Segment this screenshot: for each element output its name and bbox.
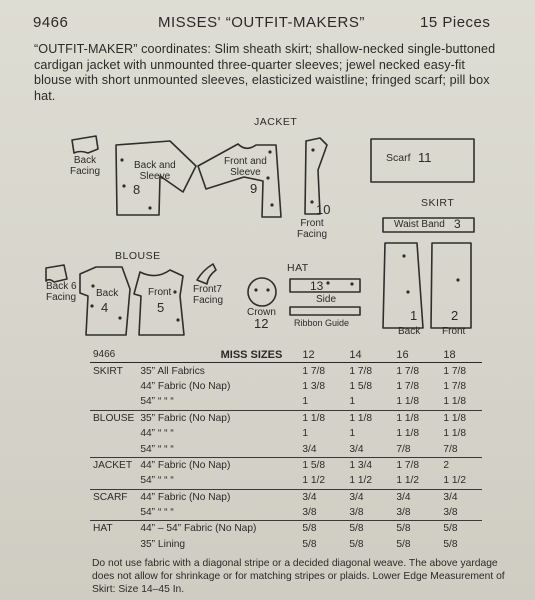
yardage-value-cell: 1 5/8 (294, 457, 341, 473)
yardage-value-cell: 1 1/2 (349, 475, 373, 487)
yardage-value-cell: 1 7/8 (294, 363, 341, 379)
fabric-cell: 35” Fabric (No Nap) (137, 410, 294, 426)
garment-cell (90, 379, 137, 394)
crown-label: Crown (247, 307, 276, 318)
waist-band-label: Waist Band (394, 219, 445, 230)
yardage-value-cell: 5/8 (349, 538, 364, 550)
yardage-row (90, 394, 482, 410)
yardage-value-cell: 5/8 (341, 521, 388, 537)
yardage-value-cell: 5/8 (396, 538, 411, 550)
blouse-front-label: Front (148, 287, 172, 298)
blouse-section-label: BLOUSE (115, 250, 161, 262)
front-facing-label: Front Facing (297, 218, 328, 240)
yardage-value-cell: 3/4 (435, 489, 482, 505)
yardage-row (90, 441, 482, 457)
yardage-value-cell: 3/8 (302, 507, 317, 519)
crown-number: 12 (254, 316, 269, 331)
yardage-row (90, 489, 482, 505)
yardage-header-row (90, 347, 482, 363)
yardage-footnote: Do not use fabric with a diagonal stripe or a decided diagonal weave. The above yardage does not allow for shrinkage or for matching stripes or plaids. Lower Edge Measurement of Skirt: Size 14–45 In. (92, 558, 505, 595)
size-header: 14 (349, 348, 362, 361)
size-header: 12 (302, 348, 315, 361)
yardage-value-cell: 1 1/2 (302, 475, 326, 487)
yardage-value-cell: 3/4 (302, 443, 317, 455)
pattern-description: “OUTFIT-MAKER” coordinates: Slim sheath skirt; shallow-necked single-buttoned cardigan jacket with unmounted three-quarter sleeves; jewel necked easy-fit blouse with short unmounted sleeves, elasticized waistline; fringed scarf; pill box hat. (34, 42, 496, 103)
garment-cell: HAT (90, 521, 137, 537)
yardage-value-cell: 3/4 (341, 489, 388, 505)
garment-cell (90, 537, 137, 552)
yardage-value-cell: 1 1/8 (443, 396, 467, 408)
yardage-value-cell: 2 (435, 457, 482, 473)
yardage-value-cell: 1 (302, 396, 309, 408)
skirt-back-number: 1 (410, 308, 418, 323)
yardage-value-cell: 3/8 (349, 507, 364, 519)
yardage-value-cell: 1 7/8 (435, 363, 482, 379)
skirt-section-label: SKIRT (421, 197, 455, 209)
yardage-value-cell: 1 7/8 (388, 363, 435, 379)
yardage-row (90, 363, 482, 379)
yardage-value-cell: 1 1/2 (396, 475, 420, 487)
yardage-value-cell: 1 7/8 (396, 380, 420, 392)
fabric-cell: 44” “ “ “ (140, 428, 174, 440)
yardage-row (90, 537, 482, 552)
garment-cell: BLOUSE (90, 410, 137, 426)
yardage-value-cell: 1 1/8 (294, 410, 341, 426)
yardage-value-cell: 5/8 (388, 521, 435, 537)
yardage-value-cell: 1 1/8 (396, 428, 420, 440)
blouse-back-facing-label: Back 6 Facing (46, 281, 77, 303)
yardage-value-cell: 5/8 (435, 521, 482, 537)
fabric-cell: 54” “ “ “ (140, 396, 174, 408)
yardage-value-cell: 1 1/8 (388, 410, 435, 426)
yardage-value-cell: 1 1/2 (443, 475, 467, 487)
garment-cell: SKIRT (90, 363, 137, 379)
back-and-sleeve-label: Back and Sleeve (134, 160, 176, 182)
garment-cell (90, 505, 137, 521)
yardage-value-cell: 1 1/8 (435, 410, 482, 426)
yardage-value-cell: 1 (349, 428, 356, 440)
hat-section-label: HAT (287, 262, 309, 274)
yardage-value-cell: 1 7/8 (341, 363, 388, 379)
yardage-row (90, 473, 482, 489)
blouse-front-facing-piece (197, 264, 216, 284)
yardage-value-cell: 1 (302, 428, 309, 440)
skirt-front-label: Front (442, 326, 466, 337)
yardage-row (90, 505, 482, 521)
yardage-value-cell: 5/8 (294, 521, 341, 537)
fabric-cell: 54” “ “ “ (140, 475, 174, 487)
yardage-value-cell: 1 1/8 (341, 410, 388, 426)
yardage-value-cell: 1 7/8 (388, 457, 435, 473)
yardage-value-cell: 7/8 (443, 443, 458, 455)
yardage-value-cell: 5/8 (302, 538, 317, 550)
ribbon-guide-label: Ribbon Guide (294, 318, 350, 328)
hat-crown-piece (248, 278, 276, 306)
jacket-back-facing-label: Back Facing (70, 155, 101, 177)
garment-cell (90, 426, 137, 441)
yardage-table (90, 347, 482, 552)
skirt-back-label: Back (398, 326, 421, 337)
fabric-cell: 44” Fabric (No Nap) (137, 457, 294, 473)
yardage-value-cell: 1 1/8 (443, 428, 467, 440)
garment-cell: JACKET (90, 457, 137, 473)
garment-cell (90, 473, 137, 489)
size-header: 18 (443, 348, 456, 361)
back-and-sleeve-number: 8 (133, 182, 141, 197)
fabric-cell: 54” “ “ “ (140, 443, 174, 455)
blouse-front-facing-label: Front7 Facing (193, 284, 224, 306)
fabric-cell: 44” – 54” Fabric (No Nap) (137, 521, 294, 537)
yardage-value-cell: 3/4 (349, 443, 364, 455)
yardage-value-cell: 1 (349, 396, 356, 408)
blouse-front-number: 5 (157, 300, 165, 315)
yardage-row (90, 426, 482, 441)
size-header: 16 (396, 348, 409, 361)
garment-cell: SCARF (90, 489, 137, 505)
blouse-back-facing-piece (46, 265, 67, 282)
jacket-back-facing-piece (72, 136, 98, 153)
pieces-count: 15 Pieces (420, 14, 491, 31)
hat-side-number: 13 (310, 279, 324, 293)
scarf-number: 11 (418, 150, 432, 165)
yardage-row (90, 457, 482, 473)
fabric-cell: 54” “ “ “ (140, 507, 174, 519)
front-and-sleeve-number: 9 (250, 181, 258, 196)
blouse-back-label: Back (96, 288, 119, 299)
fabric-cell: 44” Fabric (No Nap) (137, 489, 294, 505)
hat-side-label: Side (316, 294, 337, 305)
scarf-label: Scarf (386, 152, 411, 164)
yardage-row (90, 521, 482, 537)
yardage-row (90, 410, 482, 426)
yardage-value-cell: 1 3/4 (341, 457, 388, 473)
yardage-value-cell: 1 3/8 (302, 380, 326, 392)
yardage-value-cell: 3/4 (388, 489, 435, 505)
yardage-value-cell: 1 1/8 (396, 396, 420, 408)
yardage-pattern-number: 9466 (93, 349, 116, 361)
fabric-cell: 35” Lining (140, 538, 186, 550)
front-facing-number: 10 (316, 202, 331, 217)
front-and-sleeve-piece (198, 144, 281, 217)
yardage-value-cell: 1 5/8 (349, 380, 373, 392)
hat-side-piece (290, 279, 360, 292)
fabric-cell: 44” Fabric (No Nap) (140, 380, 231, 392)
front-and-sleeve-label: Front and Sleeve (224, 156, 267, 178)
pattern-number: 9466 (33, 14, 69, 31)
waist-band-number: 3 (454, 217, 461, 231)
blouse-back-number: 4 (101, 300, 109, 315)
skirt-front-number: 2 (451, 308, 459, 323)
jacket-section-label: JACKET (254, 116, 298, 128)
yardage-value-cell: 3/8 (396, 507, 411, 519)
garment-cell (90, 394, 137, 410)
yardage-value-cell: 5/8 (443, 538, 458, 550)
yardage-value-cell: 7/8 (396, 443, 411, 455)
yardage-value-cell: 1 7/8 (443, 380, 467, 392)
yardage-value-cell: 3/8 (443, 507, 458, 519)
ribbon-guide-piece (290, 307, 360, 315)
fabric-cell: 35” All Fabrics (137, 363, 294, 379)
yardage-value-cell: 3/4 (294, 489, 341, 505)
pattern-title: MISSES' “OUTFIT-MAKERS” (158, 14, 365, 31)
yardage-heading: MISS SIZES (220, 348, 283, 361)
garment-cell (90, 441, 137, 457)
yardage-row (90, 379, 482, 394)
